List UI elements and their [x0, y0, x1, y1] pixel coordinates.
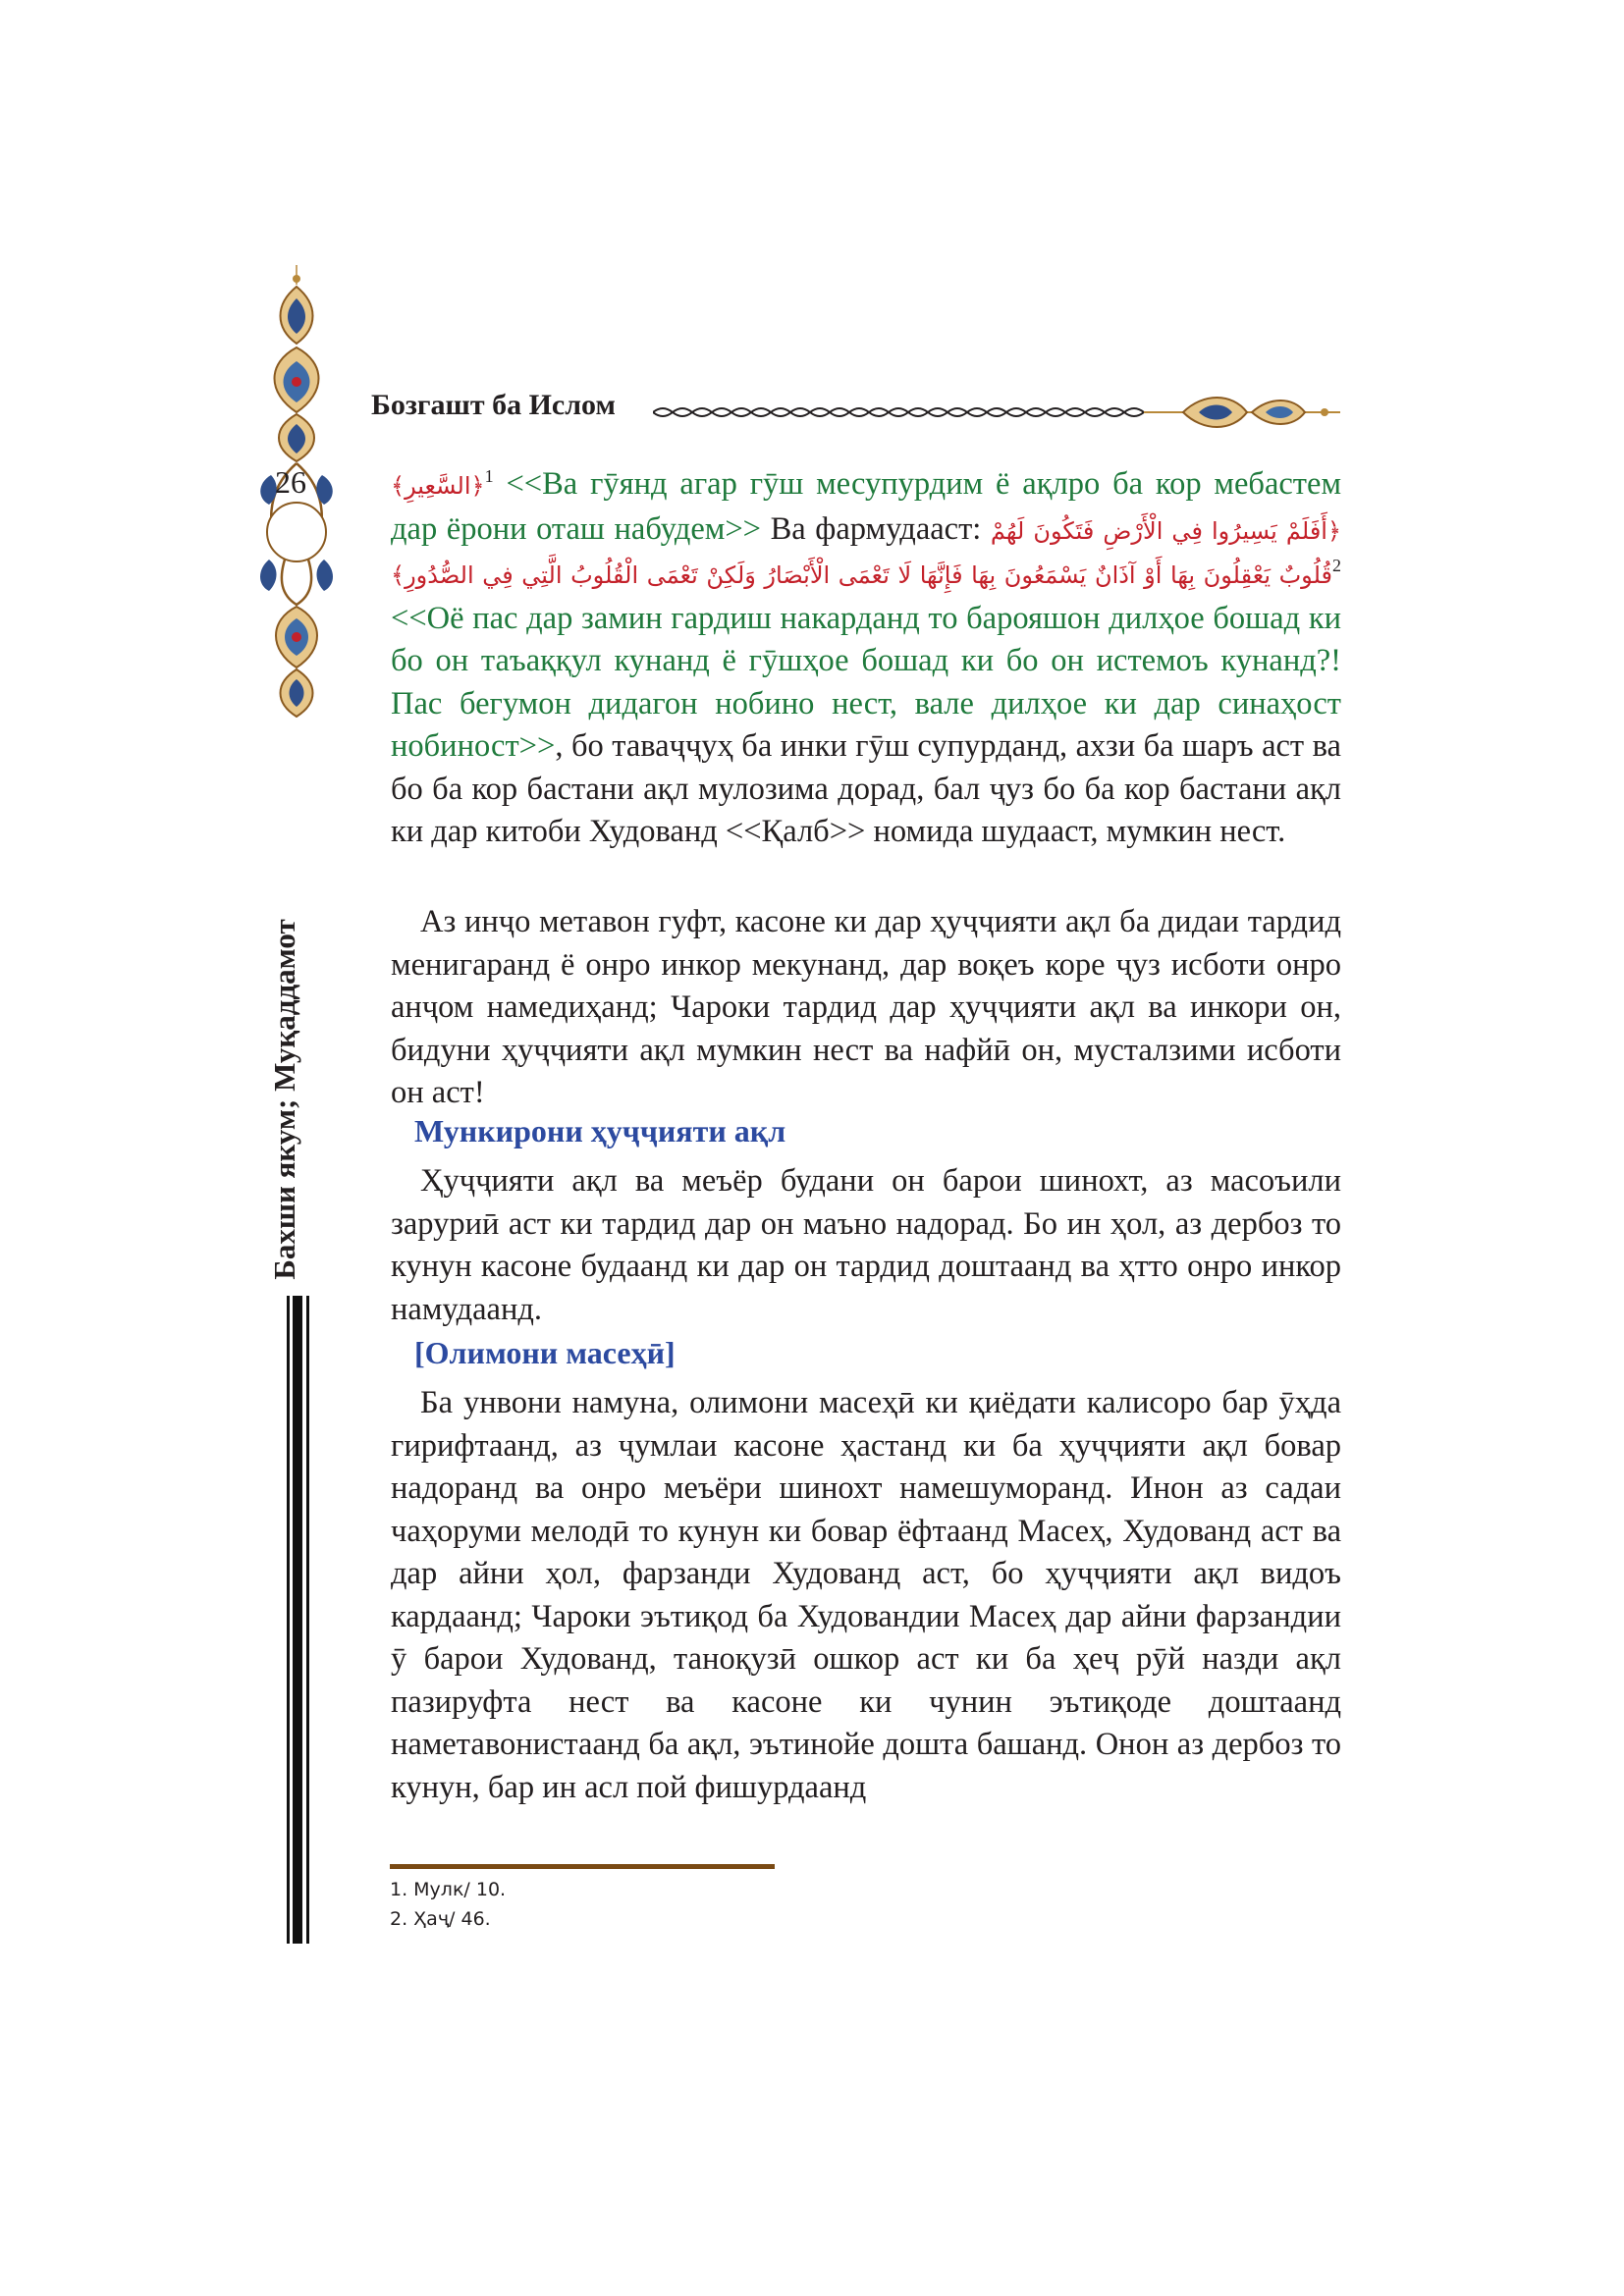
- running-title: Бозгашт ба Ислом: [371, 389, 616, 421]
- paragraph-4: [391, 1382, 1341, 1809]
- footnote-ref-2: 2: [1332, 556, 1341, 576]
- paragraph-3: [391, 1160, 1341, 1331]
- section-side-label: Бахши якум; Муқаддамот: [267, 919, 301, 1280]
- section-heading-2: [Олимони масеҳӣ]: [414, 1335, 676, 1370]
- header-ornament-rule: [653, 393, 1340, 432]
- footnote-1: 1. Мулк/ 10.: [390, 1879, 507, 1900]
- page-number: 26: [275, 464, 306, 500]
- paragraph-2-text: Аз инҷо метавон гуфт, касоне ки дар ҳуҷҷияти ақл ба дидаи тардид менигаранд ё онро инкор мекунанд, дар воқеъ коре ҷуз исботи онро анҷом намедиҳанд; Чароки тардид дар ҳуҷҷияти ақл ва инкори он, бидуни ҳуҷҷияти ақл мумкин нест ва нафйӣ он, мусталзими исботи он аст!: [391, 904, 1341, 1110]
- footnote-rule: [390, 1864, 775, 1869]
- section-heading-1: Мункирони ҳуҷҷияти ақл: [414, 1113, 786, 1148]
- footnote-ref-1: 1: [484, 466, 494, 487]
- paragraph-3-text: Ҳуҷҷияти ақл ва меъёр будани он барои шинохт, аз масоъили заруриӣ аст ки тардид дар он маъно надорад. Бо ин ҳол, аз дербоз то кунун касоне будаанд ки дар он тардид доштаанд ва ҳтто онро инкор намудаанд.: [391, 1163, 1341, 1327]
- translation-quote-2: <<Оё пас дар замин гардиш накарданд то барояшон дилҳое бошад ки бо он таъаққул кунанд ё гӯшҳое бошад ки бо он истемоъ кунанд?! Пас бегумон дидагон нобино нест, вале дилҳое ки дар синаҳост нобиност>>: [391, 600, 1341, 764]
- body-text-2: , бо таваҷҷуҳ ба инки гӯш супурданд, ахзи ба шаръ аст ва бо ба кор бастани ақл мулозима дорад, бал ҷуз бо ба кор бастани ақл ки дар китоби Худованд <<Қалб>> номида шудааст, мумкин нест.: [391, 728, 1341, 849]
- quote-paragraph: [391, 463, 1341, 854]
- arabic-verse-1: ﴿السَّعِيرِ﴾: [391, 472, 485, 500]
- paragraph-2: [391, 901, 1341, 1115]
- translation-quote-1: <<Ва гӯянд агар гӯш месупурдим ё ақлро ба кор мебастем дар ёрони оташ набудем>>: [391, 466, 1342, 547]
- footnote-2: 2. Ҳаҷ/ 46.: [390, 1908, 491, 1930]
- paragraph-4-text: Ба унвони намуна, олимони масеҳӣ ки қиёдати калисоро бар ӯҳда гирифтаанд, аз ҷумлаи касоне ҳастанд ки ба ҳуҷҷияти ақл бовар надоранд ва онро меъёри шинохт намешуморанд. Инон аз садаи чаҳоруми мелодӣ то кунун ки бовар ёфтаанд Масеҳ, Худованд аст ва дар айни ҳол, фарзанди Худованд аст, бо ҳуҷҷияти ақл видоъ кардаанд; Чароки эътиқод ба Худовандии Масеҳ дар айни фарзандии ӯ барои Худованд, таноқузӣ ошкор аст ки ба ҳеҷ рӯй назди ақл пазируфта нест ва касоне ки чунин эътиқоде доштаанд наметавонистаанд ба ақл, эътинойе дошта башанд. Онон аз дербоз то кунун, бар ин асл пой фишурдаанд: [391, 1385, 1341, 1805]
- arabic-verse-2: ﴿أَفَلَمْ يَسِيرُوا فِي الْأَرْضِ فَتَكُونَ لَهُمْ قُلُوبٌ يَعْقِلُونَ بِهَا أَوْ آذَانٌ يَسْمَعُونَ بِهَا فَإِنَّهَا لَا تَعْمَى الْأَبْصَارُ وَلَكِنْ تَعْمَى الْقُلُوبُ الَّتِي فِي الصُّدُورِ﴾: [391, 516, 1342, 589]
- body-text-1: Ва фармудааст:: [770, 510, 982, 547]
